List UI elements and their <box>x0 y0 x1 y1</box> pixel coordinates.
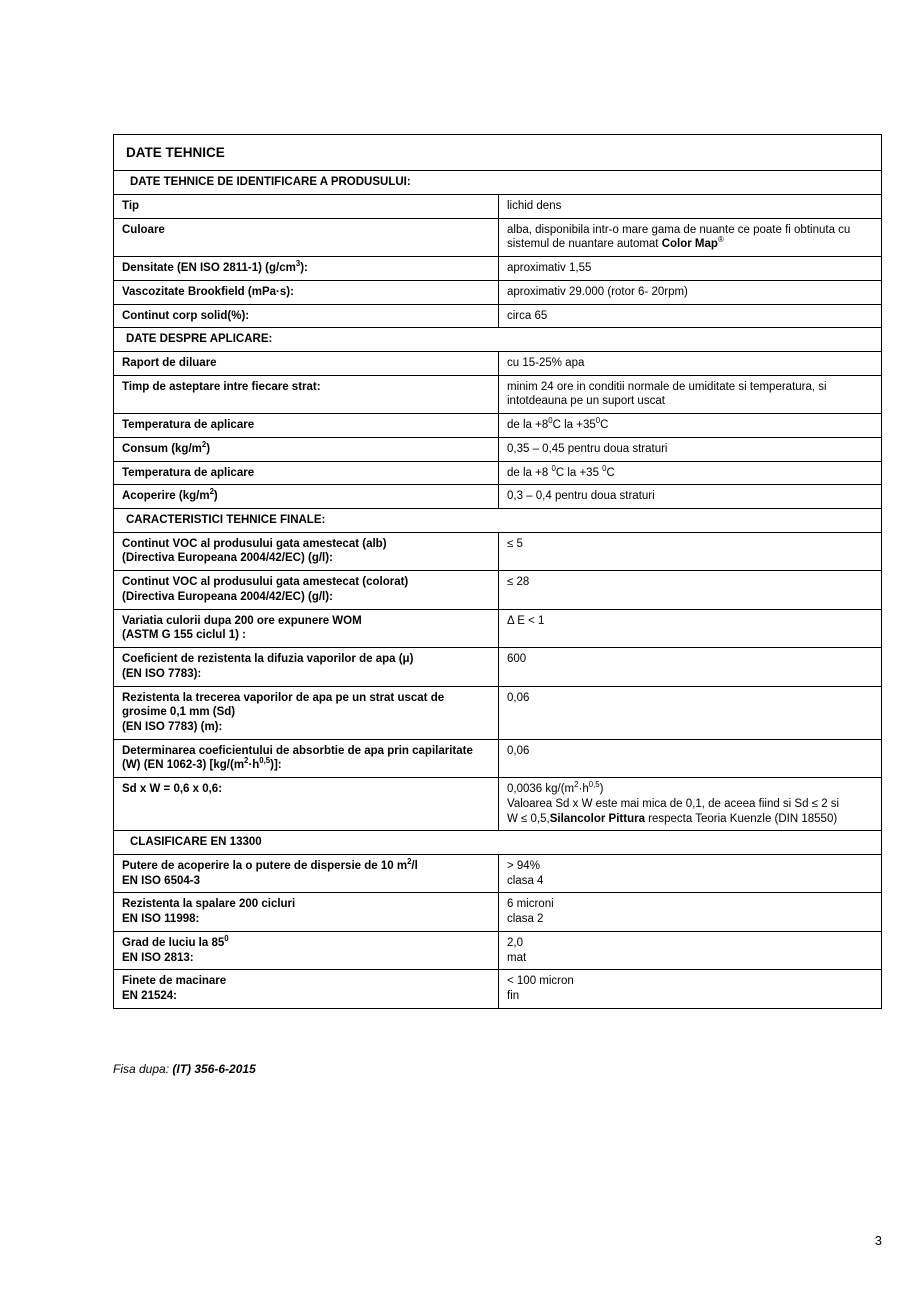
row-label <box>114 854 499 892</box>
row-label: Timp de asteptare intre fiecare strat: <box>114 375 499 413</box>
row-label: Temperatura de aplicare <box>114 461 499 485</box>
row-label-line: (ASTM G 155 ciclul 1) : <box>122 629 246 642</box>
row-value-line: clasa 4 <box>507 874 544 887</box>
superscript: 3 <box>295 259 301 269</box>
row-value: Δ E < 1 <box>499 609 882 647</box>
row-label-text: ) <box>213 490 218 503</box>
row-label: Tip <box>114 194 499 218</box>
brand-name: Color Map <box>661 238 718 251</box>
table-row <box>114 648 882 686</box>
row-label <box>114 893 499 931</box>
row-label-text: Densitate (EN ISO 2811-1) (g/cm <box>122 262 296 275</box>
table-row <box>114 571 882 609</box>
section-header-label: DATE TEHNICE DE IDENTIFICARE A PRODUSULUI: <box>114 171 882 195</box>
row-label-text: ·h <box>248 759 260 772</box>
row-value: 0,06 <box>499 686 882 739</box>
row-label <box>114 571 499 609</box>
row-label-line: EN 21524: <box>122 990 177 1003</box>
row-label-line <box>122 936 492 951</box>
row-value <box>499 931 882 969</box>
row-label-text: Consum (kg/m <box>122 442 202 455</box>
registered-mark: ® <box>717 235 724 245</box>
table-row <box>114 485 882 509</box>
row-value-line <box>507 812 875 827</box>
table-row <box>114 194 882 218</box>
row-label-text: Acoperire (kg/m <box>122 490 210 503</box>
superscript: 2 <box>407 857 412 867</box>
row-label <box>114 609 499 647</box>
row-label <box>114 437 499 461</box>
row-value-line: alba, disponibila intr-o mare gama de nuante ce poate fi obtinuta cu <box>507 223 851 236</box>
row-value <box>499 893 882 931</box>
row-value-text: sistemul de nuantare automat <box>507 238 662 251</box>
section-header-classification <box>114 831 882 855</box>
row-value-line: 2,0 <box>507 936 523 949</box>
row-label-line: Determinarea coeficientului de absorbtie de apa prin capilaritate <box>122 744 473 757</box>
page-number: 3 <box>874 1233 882 1248</box>
page-title: DATE TEHNICE <box>114 135 882 171</box>
row-label-line: EN ISO 11998: <box>122 913 200 926</box>
row-label-line: Variatia culorii dupa 200 ore expunere WOM <box>122 614 362 627</box>
table-row <box>114 280 882 304</box>
row-value-text: W ≤ 0,5, <box>507 812 550 825</box>
brand-name: Silancolor Pittura <box>549 812 645 825</box>
row-label-line: (EN ISO 7783): <box>122 667 202 680</box>
technical-data-table <box>113 134 882 1009</box>
row-value-text: ) <box>599 783 604 796</box>
table-row <box>114 257 882 281</box>
row-label-line: (EN ISO 7783) (m): <box>122 720 223 733</box>
table-row <box>114 854 882 892</box>
row-value: aproximativ 1,55 <box>499 257 882 281</box>
row-value-line: clasa 2 <box>507 913 544 926</box>
row-label-line: Continut VOC al produsului gata amestecat (colorat) <box>122 576 409 589</box>
row-label: Temperatura de aplicare <box>114 414 499 438</box>
row-label <box>114 686 499 739</box>
superscript: 0 <box>548 416 553 426</box>
row-value: ≤ 28 <box>499 571 882 609</box>
row-label-text: Grad de luciu la 85 <box>122 936 225 949</box>
row-value: 0,06 <box>499 739 882 777</box>
row-value: ≤ 5 <box>499 532 882 570</box>
row-value-text: respecta Teoria Kuenzle (DIN 18550) <box>644 812 838 825</box>
section-header-application <box>114 328 882 352</box>
row-label-line: EN ISO 6504-3 <box>122 874 200 887</box>
row-value: 0,35 – 0,45 pentru doua straturi <box>499 437 882 461</box>
row-value-line <box>507 237 875 252</box>
row-label-line: EN ISO 2813: <box>122 951 194 964</box>
row-label <box>114 970 499 1008</box>
table-row <box>114 893 882 931</box>
row-value <box>499 970 882 1008</box>
table-title-row <box>114 135 882 171</box>
row-label-text: )]: <box>270 759 282 772</box>
row-value: lichid dens <box>499 194 882 218</box>
row-value: 0,3 – 0,4 pentru doua straturi <box>499 485 882 509</box>
row-label-line: Rezistenta la spalare 200 cicluri <box>122 898 296 911</box>
superscript: 2 <box>244 756 249 766</box>
row-label-line: Coeficient de rezistenta la difuzia vaporilor de apa (μ) <box>122 653 414 666</box>
row-value-line: intotdeauna pe un suport uscat <box>507 395 665 408</box>
row-label: Raport de diluare <box>114 352 499 376</box>
superscript: 0 <box>595 416 601 426</box>
row-label <box>114 648 499 686</box>
row-value-line: mat <box>507 951 527 964</box>
row-value-line: < 100 micron <box>507 975 574 988</box>
row-label <box>114 739 499 777</box>
row-value <box>499 414 882 438</box>
table-row <box>114 686 882 739</box>
table-row <box>114 970 882 1008</box>
row-label-text: Putere de acoperire la o putere de dispersie de 10 m <box>122 859 408 872</box>
superscript: 2 <box>201 440 207 450</box>
row-label <box>114 532 499 570</box>
row-label-line: Finete de macinare <box>122 975 227 988</box>
row-label-line: grosime 0,1 mm (Sd) <box>122 706 236 719</box>
row-value-line: minim 24 ore in conditii normale de umiditate si temperatura, si <box>507 380 827 393</box>
row-value-line: fin <box>507 990 520 1003</box>
datasheet-footnote <box>113 1062 256 1076</box>
section-header-label: CARACTERISTICI TEHNICE FINALE: <box>114 509 882 533</box>
row-value: cu 15-25% apa <box>499 352 882 376</box>
row-label-line <box>122 859 492 874</box>
row-value <box>499 461 882 485</box>
row-label-line: (Directiva Europeana 2004/42/EC) (g/l): <box>122 552 333 565</box>
row-value-line: > 94% <box>507 859 540 872</box>
row-value-text: de la +8 <box>507 466 552 479</box>
row-label-text: ): <box>300 262 308 275</box>
row-label-text: (W) (EN 1062-3) [kg/(m <box>122 759 245 772</box>
superscript: 0,5 <box>588 780 600 790</box>
section-header-label: DATE DESPRE APLICARE: <box>114 328 882 352</box>
row-value-text: C la +35 <box>552 419 596 432</box>
row-value-text: 0,0036 kg/(m <box>507 783 575 796</box>
section-header-label: CLASIFICARE EN 13300 <box>114 831 882 855</box>
row-value: circa 65 <box>499 304 882 328</box>
superscript: 0 <box>224 934 229 944</box>
row-label: Sd x W = 0,6 x 0,6: <box>114 778 499 831</box>
table-row <box>114 375 882 413</box>
table-row <box>114 218 882 256</box>
row-value <box>499 778 882 831</box>
row-value-text: de la +8 <box>507 419 549 432</box>
row-value: 600 <box>499 648 882 686</box>
table-row <box>114 304 882 328</box>
superscript: 2 <box>574 780 579 790</box>
table-row <box>114 414 882 438</box>
table-row <box>114 461 882 485</box>
superscript: 0 <box>551 463 556 473</box>
section-header-identification <box>114 171 882 195</box>
row-value-text: ·h <box>578 783 589 796</box>
row-label <box>114 485 499 509</box>
row-label: Culoare <box>114 218 499 256</box>
row-label <box>114 931 499 969</box>
table-row <box>114 532 882 570</box>
row-label: Vascozitate Brookfield (mPa·s): <box>114 280 499 304</box>
table-row <box>114 739 882 777</box>
table-row <box>114 437 882 461</box>
row-value <box>499 218 882 256</box>
row-value-line <box>507 782 875 797</box>
row-label-line: Continut VOC al produsului gata amestecat (alb) <box>122 537 387 550</box>
row-label: Continut corp solid(%): <box>114 304 499 328</box>
superscript: 2 <box>209 487 214 497</box>
row-label-line <box>122 758 492 773</box>
row-value-line: 6 microni <box>507 898 554 911</box>
row-value-text: C <box>606 466 615 479</box>
table-row <box>114 609 882 647</box>
row-value <box>499 854 882 892</box>
section-header-final-characteristics <box>114 509 882 533</box>
row-value: aproximativ 29.000 (rotor 6- 20rpm) <box>499 280 882 304</box>
row-label-line: (Directiva Europeana 2004/42/EC) (g/l): <box>122 590 333 603</box>
row-value-text: C <box>600 419 609 432</box>
row-label-line: Rezistenta la trecerea vaporilor de apa pe un strat uscat de <box>122 691 445 704</box>
table-row <box>114 352 882 376</box>
row-label-text: ) <box>206 442 211 455</box>
superscript: 0 <box>602 463 607 473</box>
footnote-prefix: Fisa dupa: <box>113 1062 173 1076</box>
superscript: 0,5 <box>259 756 271 766</box>
row-label-text: /l <box>411 859 418 872</box>
row-label <box>114 257 499 281</box>
row-value-text: C la +35 <box>555 466 603 479</box>
row-value-line: Valoarea Sd x W este mai mica de 0,1, de aceea fiind si Sd ≤ 2 si <box>507 797 840 810</box>
footnote-value: (IT) 356-6-2015 <box>172 1062 256 1076</box>
table-row <box>114 778 882 831</box>
row-value <box>499 375 882 413</box>
table-row <box>114 931 882 969</box>
